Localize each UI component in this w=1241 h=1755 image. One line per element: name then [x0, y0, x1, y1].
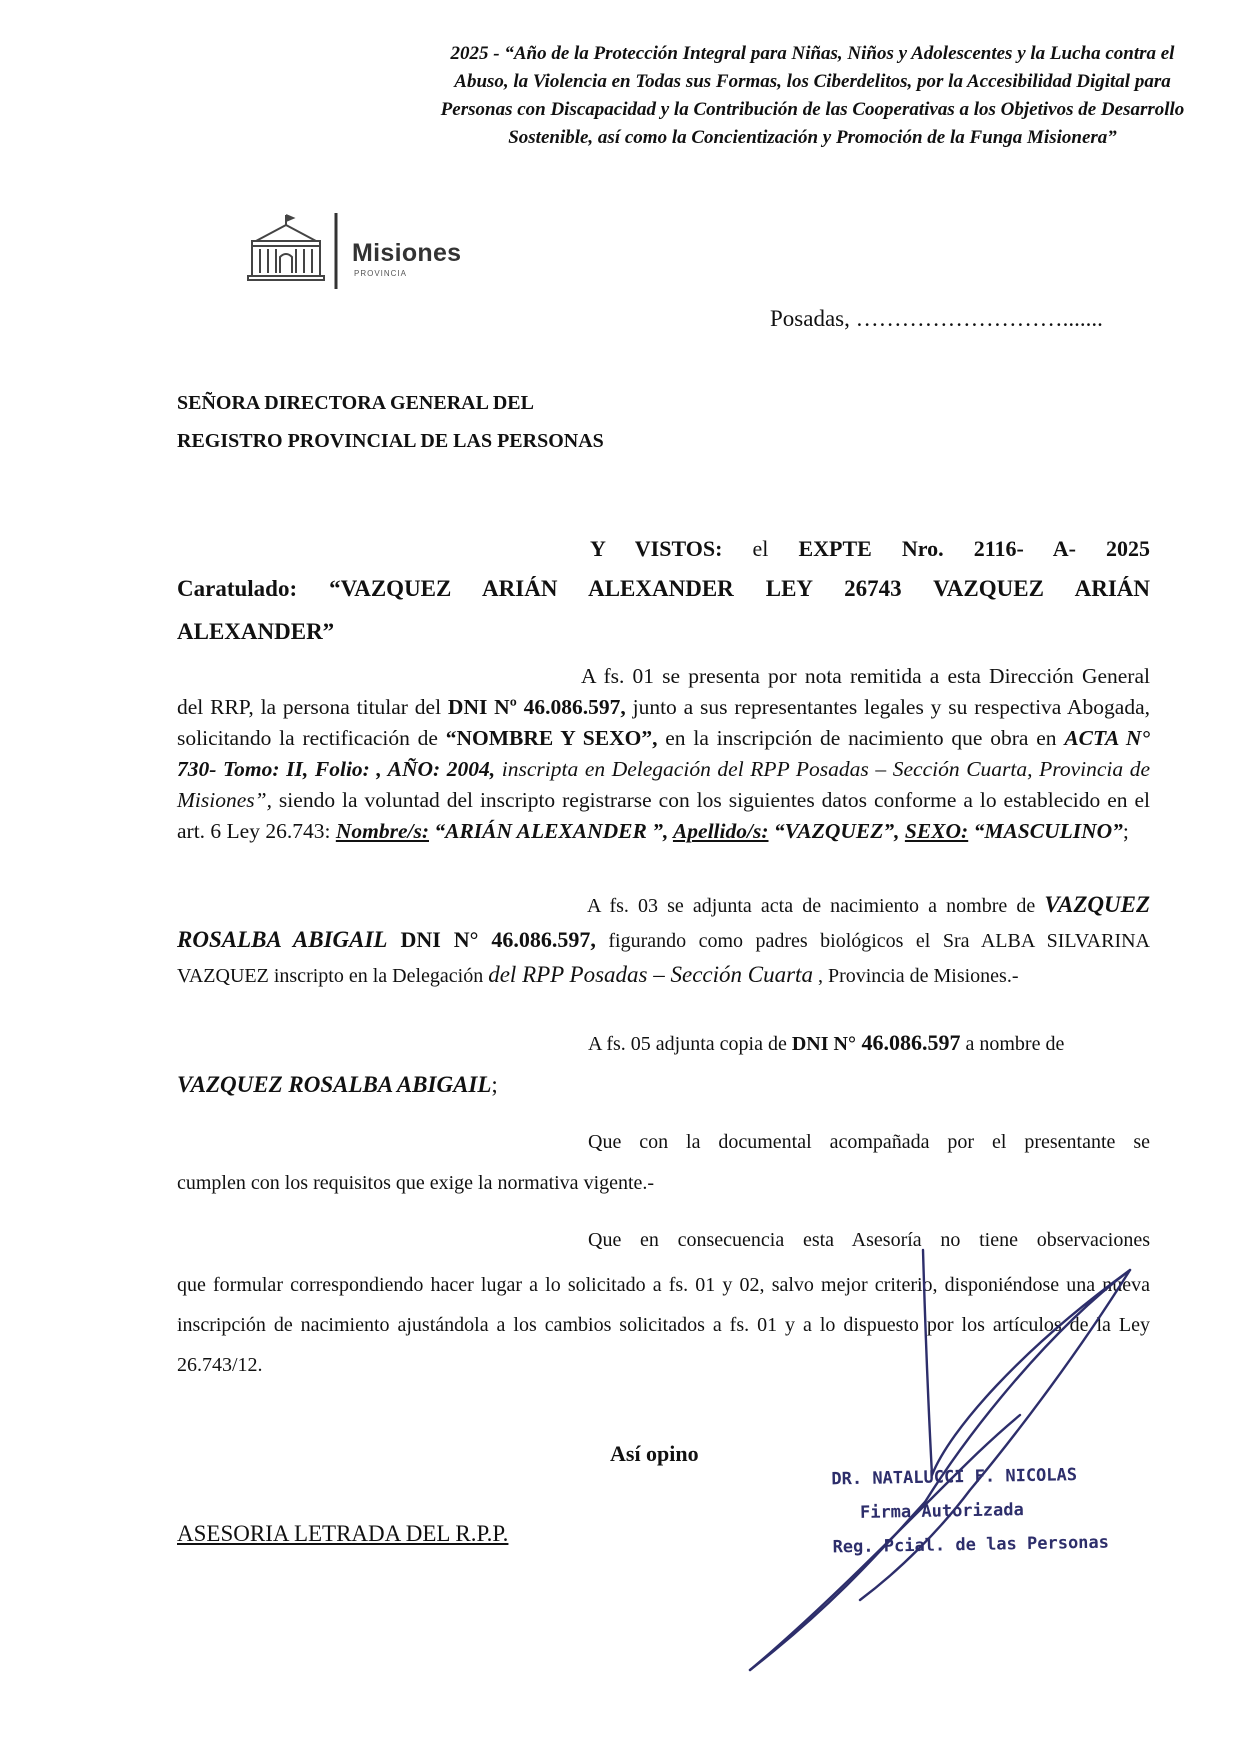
paragraph-fs05-name: [177, 1072, 498, 1098]
vistos-intro: Y VISTOS:: [590, 536, 723, 561]
para1-text-1: A fs. 01 se presenta por nota remitida a esta Dirección General del RRP, la persona titular del: [177, 664, 1150, 719]
para1-dni: DNI Nº 46.086.597,: [447, 695, 626, 719]
para2-delegacion: del RPP Posadas – Sección Cuarta: [488, 962, 813, 987]
paragraph-requisitos-1: Que con la documental acompañada por el presentante se: [588, 1131, 1150, 1153]
paragraph-fs03: [177, 888, 1150, 993]
expediente-number: EXPTE Nro. 2116- A- 2025: [798, 536, 1151, 561]
misiones-logo: [246, 213, 496, 291]
apellido-value: “VAZQUEZ”,: [768, 819, 905, 843]
para3-end: ;: [491, 1072, 498, 1097]
caratulado-line: [177, 576, 1150, 602]
nombre-value: “ARIÁN ALEXANDER ”,: [429, 819, 673, 843]
para1-acta: ACTA N° 730- Tomo: II, Folio: , AÑO: 2004,: [177, 726, 1151, 781]
para1-nombre-sexo: “NOMBRE Y SEXO”,: [445, 726, 658, 750]
para1-text-5: siendo la voluntad del inscripto registrarse con los siguientes datos conforme a lo establecido en el art. 6 Ley 26.743:: [177, 788, 1150, 843]
para2-dni: DNI N° 46.086.597,: [387, 927, 596, 952]
paragraph-fs01: [177, 661, 1150, 847]
caratulado-title: “VAZQUEZ ARIÁN ALEXANDER LEY 26743 VAZQUEZ ARIÁN: [329, 576, 1151, 601]
para1-end: ;: [1122, 819, 1129, 843]
para2-text-3: , Provincia de Misiones.-: [812, 965, 1019, 987]
para1-delegacion: inscripta en Delegación del RPP Posadas – Sección Cuarta, Provincia de Misiones”,: [177, 757, 1150, 812]
para2-name: VAZQUEZ ROSALBA ABIGAIL: [177, 892, 1150, 952]
government-house-icon: [246, 213, 341, 291]
stamp-line-2: Firma Autorizada: [859, 1500, 1024, 1523]
place-date: Posadas, ……………………….......: [770, 306, 1103, 331]
logo-name: Misiones: [352, 239, 462, 267]
para3-name: VAZQUEZ ROSALBA ABIGAIL: [177, 1072, 492, 1097]
para1-text-2: junto a sus representantes legales y su respectiva Abogada, solicitando la rectificación de: [177, 695, 1150, 750]
para2-text-2: figurando como padres biológicos el Sra ALBA SILVARINA VAZQUEZ inscripto en la Delegación: [177, 930, 1150, 987]
apellido-label: Apellido/s:: [672, 819, 769, 843]
vistos-line: [590, 536, 1150, 562]
header-motto: 2025 - “Año de la Protección Integral para Niñas, Niños y Adolescentes y la Lucha contra el Abuso, la Violencia en Todas sus Formas, los Ciberdelitos, por la Accesibilidad Digital para Personas con Discapacidad y la Contribución de las Cooperativas a los Objetivos de Desarrollo Sostenible, así como la Concientización y Promoción de la Funga Misionera”: [440, 43, 1185, 148]
vistos-el: el: [752, 536, 769, 561]
para1-text-3: en la inscripción de nacimiento que obra en: [657, 726, 1065, 750]
paragraph-consecuencia-2: que formular correspondiendo hacer lugar a lo solicitado a fs. 01 y 02, salvo mejor criterio, disponiéndose una nueva inscripción de nacimiento ajustándola a los cambios solicitados a fs. 01 y a lo dispuesto por los artículos de la Ley 26.743/12.: [177, 1274, 1150, 1376]
signature-office: ASESORIA LETRADA DEL R.P.P.: [177, 1521, 509, 1546]
paragraph-requisitos-2: cumplen con los requisitos que exige la normativa vigente.-: [177, 1172, 655, 1194]
stamp-line-3: Reg. Pcial. de las Personas: [832, 1532, 1110, 1558]
paragraph-consecuencia-1: Que en consecuencia esta Asesoría no tiene observaciones: [588, 1229, 1150, 1251]
sexo-label: SEXO:: [904, 819, 969, 843]
nombre-label: Nombre/s:: [335, 819, 429, 843]
logo-subtitle: PROVINCIA: [354, 269, 408, 278]
handwritten-signature: [720, 1240, 1140, 1680]
addressee-line-2: REGISTRO PROVINCIAL DE LAS PERSONAS: [177, 430, 604, 452]
sexo-value: “MASCULINO”: [968, 819, 1123, 843]
paragraph-fs05: [588, 1030, 1064, 1056]
para3-text-1: A fs. 05 adjunta copia de: [588, 1033, 792, 1055]
caratulado-label: Caratulado:: [177, 576, 298, 601]
para3-dni-number: 46.086.597: [855, 1030, 961, 1055]
stamp-line-1: DR. NATALUCCI F. NICOLAS: [831, 1465, 1078, 1490]
para3-text-2: a nombre de: [960, 1033, 1065, 1055]
caratulado-title-cont: ALEXANDER”: [177, 619, 335, 644]
addressee-line-1: SEÑORA DIRECTORA GENERAL DEL: [177, 392, 534, 414]
para2-text-1: A fs. 03 se adjunta acta de nacimiento a nombre de: [587, 895, 1045, 917]
para3-dni-label: DNI N°: [791, 1033, 856, 1055]
closing-text: Así opino: [610, 1441, 699, 1466]
